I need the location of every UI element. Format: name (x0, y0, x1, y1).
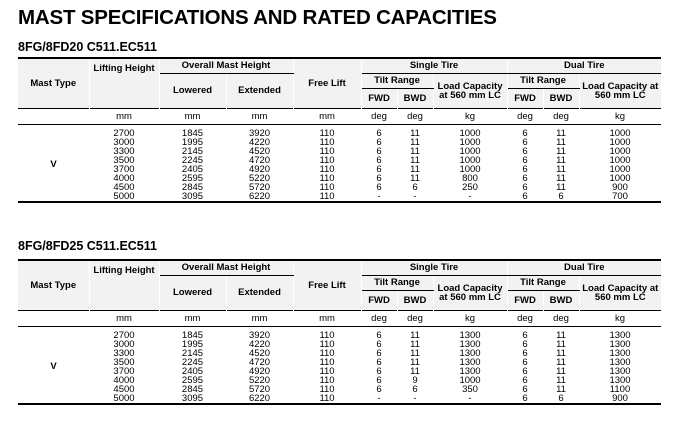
cell-s-load: 1000 (459, 136, 481, 148)
cell-free-lift: 110 (293, 394, 361, 404)
header-single-fwd: FWD (361, 88, 397, 108)
unit-dual-fwd: deg (507, 310, 543, 326)
unit-single-bwd: deg (397, 108, 433, 124)
unit-lowered: mm (159, 310, 226, 326)
cell-s-fwd: 6 (376, 383, 382, 395)
unit-dual-bwd: deg (543, 108, 579, 124)
unit-extended: mm (226, 310, 293, 326)
cell-extended: 5720 (248, 383, 271, 395)
cell-lowered: 2245 (181, 154, 204, 166)
header-extended: Extended (226, 73, 293, 108)
cell-d-load: 1000 (609, 145, 631, 157)
cell-d-load: 1000 (609, 136, 631, 148)
unit-lifting-height: mm (89, 108, 159, 124)
cell-d-bwd: 11 (556, 154, 566, 166)
cell-free-lift: 110 (319, 338, 335, 350)
header-single-tire: Single Tire (361, 260, 507, 275)
cell-s-fwd: 6 (376, 374, 382, 386)
cell-s-load: 800 (462, 172, 478, 184)
cell-s-fwd: 6 (376, 356, 382, 368)
cell-lifting-height: 3000 (113, 136, 135, 148)
cell-s-fwd: 6 (376, 329, 382, 341)
header-free-lift: Free Lift (293, 260, 361, 310)
cell-s-bwd: 11 (410, 163, 420, 175)
unit-dual-load: kg (579, 108, 661, 124)
cell-s-load: 350 (462, 383, 478, 395)
cell-lowered: 1995 (181, 338, 204, 350)
mast-type-cell: V (18, 331, 89, 404)
cell-free-lift: 110 (319, 329, 335, 341)
cell-free-lift: 110 (293, 192, 361, 202)
cell-s-fwd: - (361, 394, 397, 404)
header-free-lift: Free Lift (293, 58, 361, 108)
cell-extended: 5220 (248, 374, 271, 386)
cell-s-bwd: 11 (410, 338, 420, 350)
cell-d-load: 1300 (609, 356, 631, 368)
cell-s-bwd: 6 (412, 181, 418, 193)
cell-s-bwd: 11 (410, 329, 420, 341)
unit-lowered: mm (159, 108, 226, 124)
cell-extended: 4520 (248, 145, 271, 157)
cell-extended: 4220 (248, 338, 271, 350)
unit-single-fwd: deg (361, 310, 397, 326)
cell-d-fwd: 6 (522, 383, 528, 395)
cell-s-load: 1000 (459, 145, 481, 157)
cell-d-bwd: 11 (556, 181, 566, 193)
cell-d-fwd: 6 (522, 181, 528, 193)
cell-d-bwd: 11 (556, 145, 566, 157)
header-single-tilt-range: Tilt Range (361, 275, 433, 290)
cell-lowered: 1995 (181, 136, 204, 148)
cell-d-bwd: 11 (556, 356, 566, 368)
header-dual-fwd: FWD (507, 290, 543, 310)
cell-s-load: 1000 (459, 374, 481, 386)
cell-d-load: 1300 (609, 365, 631, 377)
unit-single-load: kg (433, 108, 507, 124)
cell-free-lift: 110 (319, 347, 335, 359)
cell-s-fwd: 6 (376, 172, 382, 184)
cell-lowered: 2845 (181, 181, 204, 193)
cell-d-fwd: 6 (522, 136, 528, 148)
cell-d-load: 1300 (609, 329, 631, 341)
cell-d-load: 1000 (609, 163, 631, 175)
cell-s-bwd: 6 (412, 383, 418, 395)
cell-lifting-height: 3300 (113, 145, 135, 157)
cell-lowered: 3095 (159, 394, 226, 404)
header-extended: Extended (226, 275, 293, 310)
cell-lifting-height: 3700 (113, 365, 135, 377)
cell-d-fwd: 6 (522, 154, 528, 166)
cell-d-bwd: 11 (556, 383, 566, 395)
cell-lifting-height: 5000 (89, 394, 159, 404)
cell-s-fwd: 6 (376, 347, 382, 359)
cell-lifting-height: 3300 (113, 347, 135, 359)
cell-d-load: 1300 (609, 338, 631, 350)
unit-dual-bwd: deg (543, 310, 579, 326)
unit-single-fwd: deg (361, 108, 397, 124)
cell-d-fwd: 6 (522, 172, 528, 184)
cell-d-fwd: 6 (522, 347, 528, 359)
cell-s-load: 1300 (459, 329, 481, 341)
cell-extended: 4220 (248, 136, 271, 148)
cell-free-lift: 110 (319, 365, 335, 377)
spec-table (18, 57, 661, 203)
cell-d-bwd: 11 (556, 136, 566, 148)
cell-s-bwd: 11 (410, 172, 420, 184)
unit-single-bwd: deg (397, 310, 433, 326)
cell-s-fwd: 6 (376, 181, 382, 193)
cell-lowered: 2405 (181, 365, 204, 377)
cell-d-load: 1000 (609, 172, 631, 184)
cell-d-bwd: 11 (556, 127, 566, 139)
cell-lowered: 2595 (181, 172, 204, 184)
cell-free-lift: 110 (319, 356, 335, 368)
model-title: 8FG/8FD20 C511.EC511 (18, 40, 157, 54)
cell-d-bwd: 11 (556, 163, 566, 175)
header-lowered: Lowered (159, 73, 226, 108)
cell-d-bwd: 11 (556, 365, 566, 377)
cell-s-load: 1300 (459, 356, 481, 368)
cell-extended: 6220 (226, 192, 293, 202)
header-overall-mast-height: Overall Mast Height (159, 58, 293, 73)
cell-d-fwd: 6 (522, 145, 528, 157)
cell-s-bwd: 11 (410, 365, 420, 377)
cell-extended: 5220 (248, 172, 271, 184)
cell-extended: 3920 (248, 127, 271, 139)
cell-lifting-height: 3500 (113, 356, 135, 368)
unit-single-load: kg (433, 310, 507, 326)
header-single-tilt-range: Tilt Range (361, 73, 433, 88)
header-dual-tilt-range: Tilt Range (507, 275, 579, 290)
header-dual-fwd: FWD (507, 88, 543, 108)
header-dual-bwd: BWD (543, 88, 579, 108)
header-single-bwd: BWD (397, 88, 433, 108)
cell-extended: 5720 (248, 181, 271, 193)
cell-lowered: 2595 (181, 374, 204, 386)
cell-d-bwd: 11 (556, 172, 566, 184)
unit-extended: mm (226, 108, 293, 124)
cell-s-fwd: 6 (376, 163, 382, 175)
header-mast-type: Mast Type (18, 58, 89, 108)
cell-d-fwd: 6 (507, 192, 543, 202)
unit-dual-load: kg (579, 310, 661, 326)
cell-s-load: 1300 (459, 365, 481, 377)
cell-extended: 4720 (248, 154, 271, 166)
cell-free-lift: 110 (319, 127, 335, 139)
cell-s-fwd: - (361, 192, 397, 202)
cell-free-lift: 110 (319, 163, 335, 175)
cell-s-fwd: 6 (376, 365, 382, 377)
unit-free-lift: mm (293, 108, 361, 124)
cell-s-fwd: 6 (376, 145, 382, 157)
header-dual-tire: Dual Tire (507, 260, 661, 275)
cell-d-bwd: 11 (556, 374, 566, 386)
cell-lifting-height: 3700 (113, 163, 135, 175)
cell-s-bwd: 11 (410, 145, 420, 157)
cell-s-load: 250 (462, 181, 478, 193)
cell-lowered: 1845 (181, 127, 204, 139)
header-overall-mast-height: Overall Mast Height (159, 260, 293, 275)
header-dual-tilt-range: Tilt Range (507, 73, 579, 88)
cell-lifting-height: 3500 (113, 154, 135, 166)
cell-d-load: 1000 (609, 127, 631, 139)
header-lifting-height: Lifting Height (89, 58, 159, 108)
cell-d-load: 700 (579, 192, 661, 202)
cell-d-fwd: 6 (522, 365, 528, 377)
cell-lifting-height: 3000 (113, 338, 135, 350)
cell-free-lift: 110 (319, 136, 335, 148)
cell-d-load: 1000 (609, 154, 631, 166)
cell-lowered: 1845 (181, 329, 204, 341)
header-mast-type: Mast Type (18, 260, 89, 310)
cell-d-fwd: 6 (522, 338, 528, 350)
cell-d-load: 900 (579, 394, 661, 404)
cell-d-load: 1100 (609, 383, 631, 395)
cell-lifting-height: 4500 (113, 181, 135, 193)
cell-lowered: 2845 (181, 383, 204, 395)
cell-extended: 4920 (248, 365, 271, 377)
cell-lifting-height: 2700 (113, 329, 135, 341)
cell-extended: 4920 (248, 163, 271, 175)
header-dual-bwd: BWD (543, 290, 579, 310)
header-single-load-capacity: Load Capacity at 560 mm LC (433, 275, 507, 310)
mast-type-cell: V (18, 129, 89, 202)
cell-lowered: 3095 (159, 192, 226, 202)
cell-s-bwd: - (397, 192, 433, 202)
unit-dual-fwd: deg (507, 108, 543, 124)
cell-extended: 4720 (248, 356, 271, 368)
cell-d-fwd: 6 (507, 394, 543, 404)
cell-free-lift: 110 (319, 145, 335, 157)
cell-s-bwd: 11 (410, 347, 420, 359)
header-lowered: Lowered (159, 275, 226, 310)
cell-lifting-height: 2700 (113, 127, 135, 139)
cell-d-fwd: 6 (522, 163, 528, 175)
cell-d-bwd: 11 (556, 338, 566, 350)
cell-extended: 4520 (248, 347, 271, 359)
cell-lifting-height: 5000 (89, 192, 159, 202)
cell-s-bwd: 11 (410, 356, 420, 368)
table-row (18, 394, 661, 404)
cell-d-bwd: 11 (556, 329, 566, 341)
cell-free-lift: 110 (319, 181, 335, 193)
cell-lowered: 2145 (181, 145, 204, 157)
cell-s-bwd: 11 (410, 136, 420, 148)
cell-s-fwd: 6 (376, 154, 382, 166)
cell-free-lift: 110 (319, 374, 335, 386)
cell-d-bwd: 6 (543, 192, 579, 202)
cell-s-load: - (433, 192, 507, 202)
header-dual-load-capacity: Load Capacity at 560 mm LC (579, 275, 661, 310)
cell-s-fwd: 6 (376, 136, 382, 148)
cell-extended: 6220 (226, 394, 293, 404)
header-lifting-height: Lifting Height (89, 260, 159, 310)
cell-s-load: 1300 (459, 338, 481, 350)
cell-lifting-height: 4000 (113, 374, 135, 386)
header-single-fwd: FWD (361, 290, 397, 310)
cell-s-bwd: - (397, 394, 433, 404)
unit-lifting-height: mm (89, 310, 159, 326)
cell-lowered: 2245 (181, 356, 204, 368)
cell-d-bwd: 6 (543, 394, 579, 404)
model-title: 8FG/8FD25 C511.EC511 (18, 239, 157, 253)
header-dual-tire: Dual Tire (507, 58, 661, 73)
cell-lifting-height: 4000 (113, 172, 135, 184)
cell-s-fwd: 6 (376, 338, 382, 350)
cell-d-fwd: 6 (522, 374, 528, 386)
cell-s-load: 1000 (459, 154, 481, 166)
header-single-load-capacity: Load Capacity at 560 mm LC (433, 73, 507, 108)
cell-lowered: 2405 (181, 163, 204, 175)
cell-s-load: 1000 (459, 163, 481, 175)
header-single-tire: Single Tire (361, 58, 507, 73)
cell-s-load: - (433, 394, 507, 404)
page-title: MAST SPECIFICATIONS AND RATED CAPACITIES (18, 6, 497, 29)
unit-free-lift: mm (293, 310, 361, 326)
table-row (18, 192, 661, 202)
cell-s-bwd: 9 (412, 374, 418, 386)
cell-s-load: 1000 (459, 127, 481, 139)
cell-free-lift: 110 (319, 154, 335, 166)
cell-d-fwd: 6 (522, 127, 528, 139)
cell-d-bwd: 11 (556, 347, 566, 359)
header-single-bwd: BWD (397, 290, 433, 310)
cell-lowered: 2145 (181, 347, 204, 359)
spec-table (18, 259, 661, 405)
cell-d-fwd: 6 (522, 329, 528, 341)
cell-s-fwd: 6 (376, 127, 382, 139)
cell-d-load: 1300 (609, 347, 631, 359)
cell-d-load: 900 (612, 181, 628, 193)
cell-d-fwd: 6 (522, 356, 528, 368)
cell-free-lift: 110 (319, 172, 335, 184)
header-dual-load-capacity: Load Capacity at 560 mm LC (579, 73, 661, 108)
cell-d-load: 1300 (609, 374, 631, 386)
cell-s-bwd: 11 (410, 154, 420, 166)
cell-s-load: 1300 (459, 347, 481, 359)
cell-free-lift: 110 (319, 383, 335, 395)
cell-extended: 3920 (248, 329, 271, 341)
cell-lifting-height: 4500 (113, 383, 135, 395)
cell-s-bwd: 11 (410, 127, 420, 139)
